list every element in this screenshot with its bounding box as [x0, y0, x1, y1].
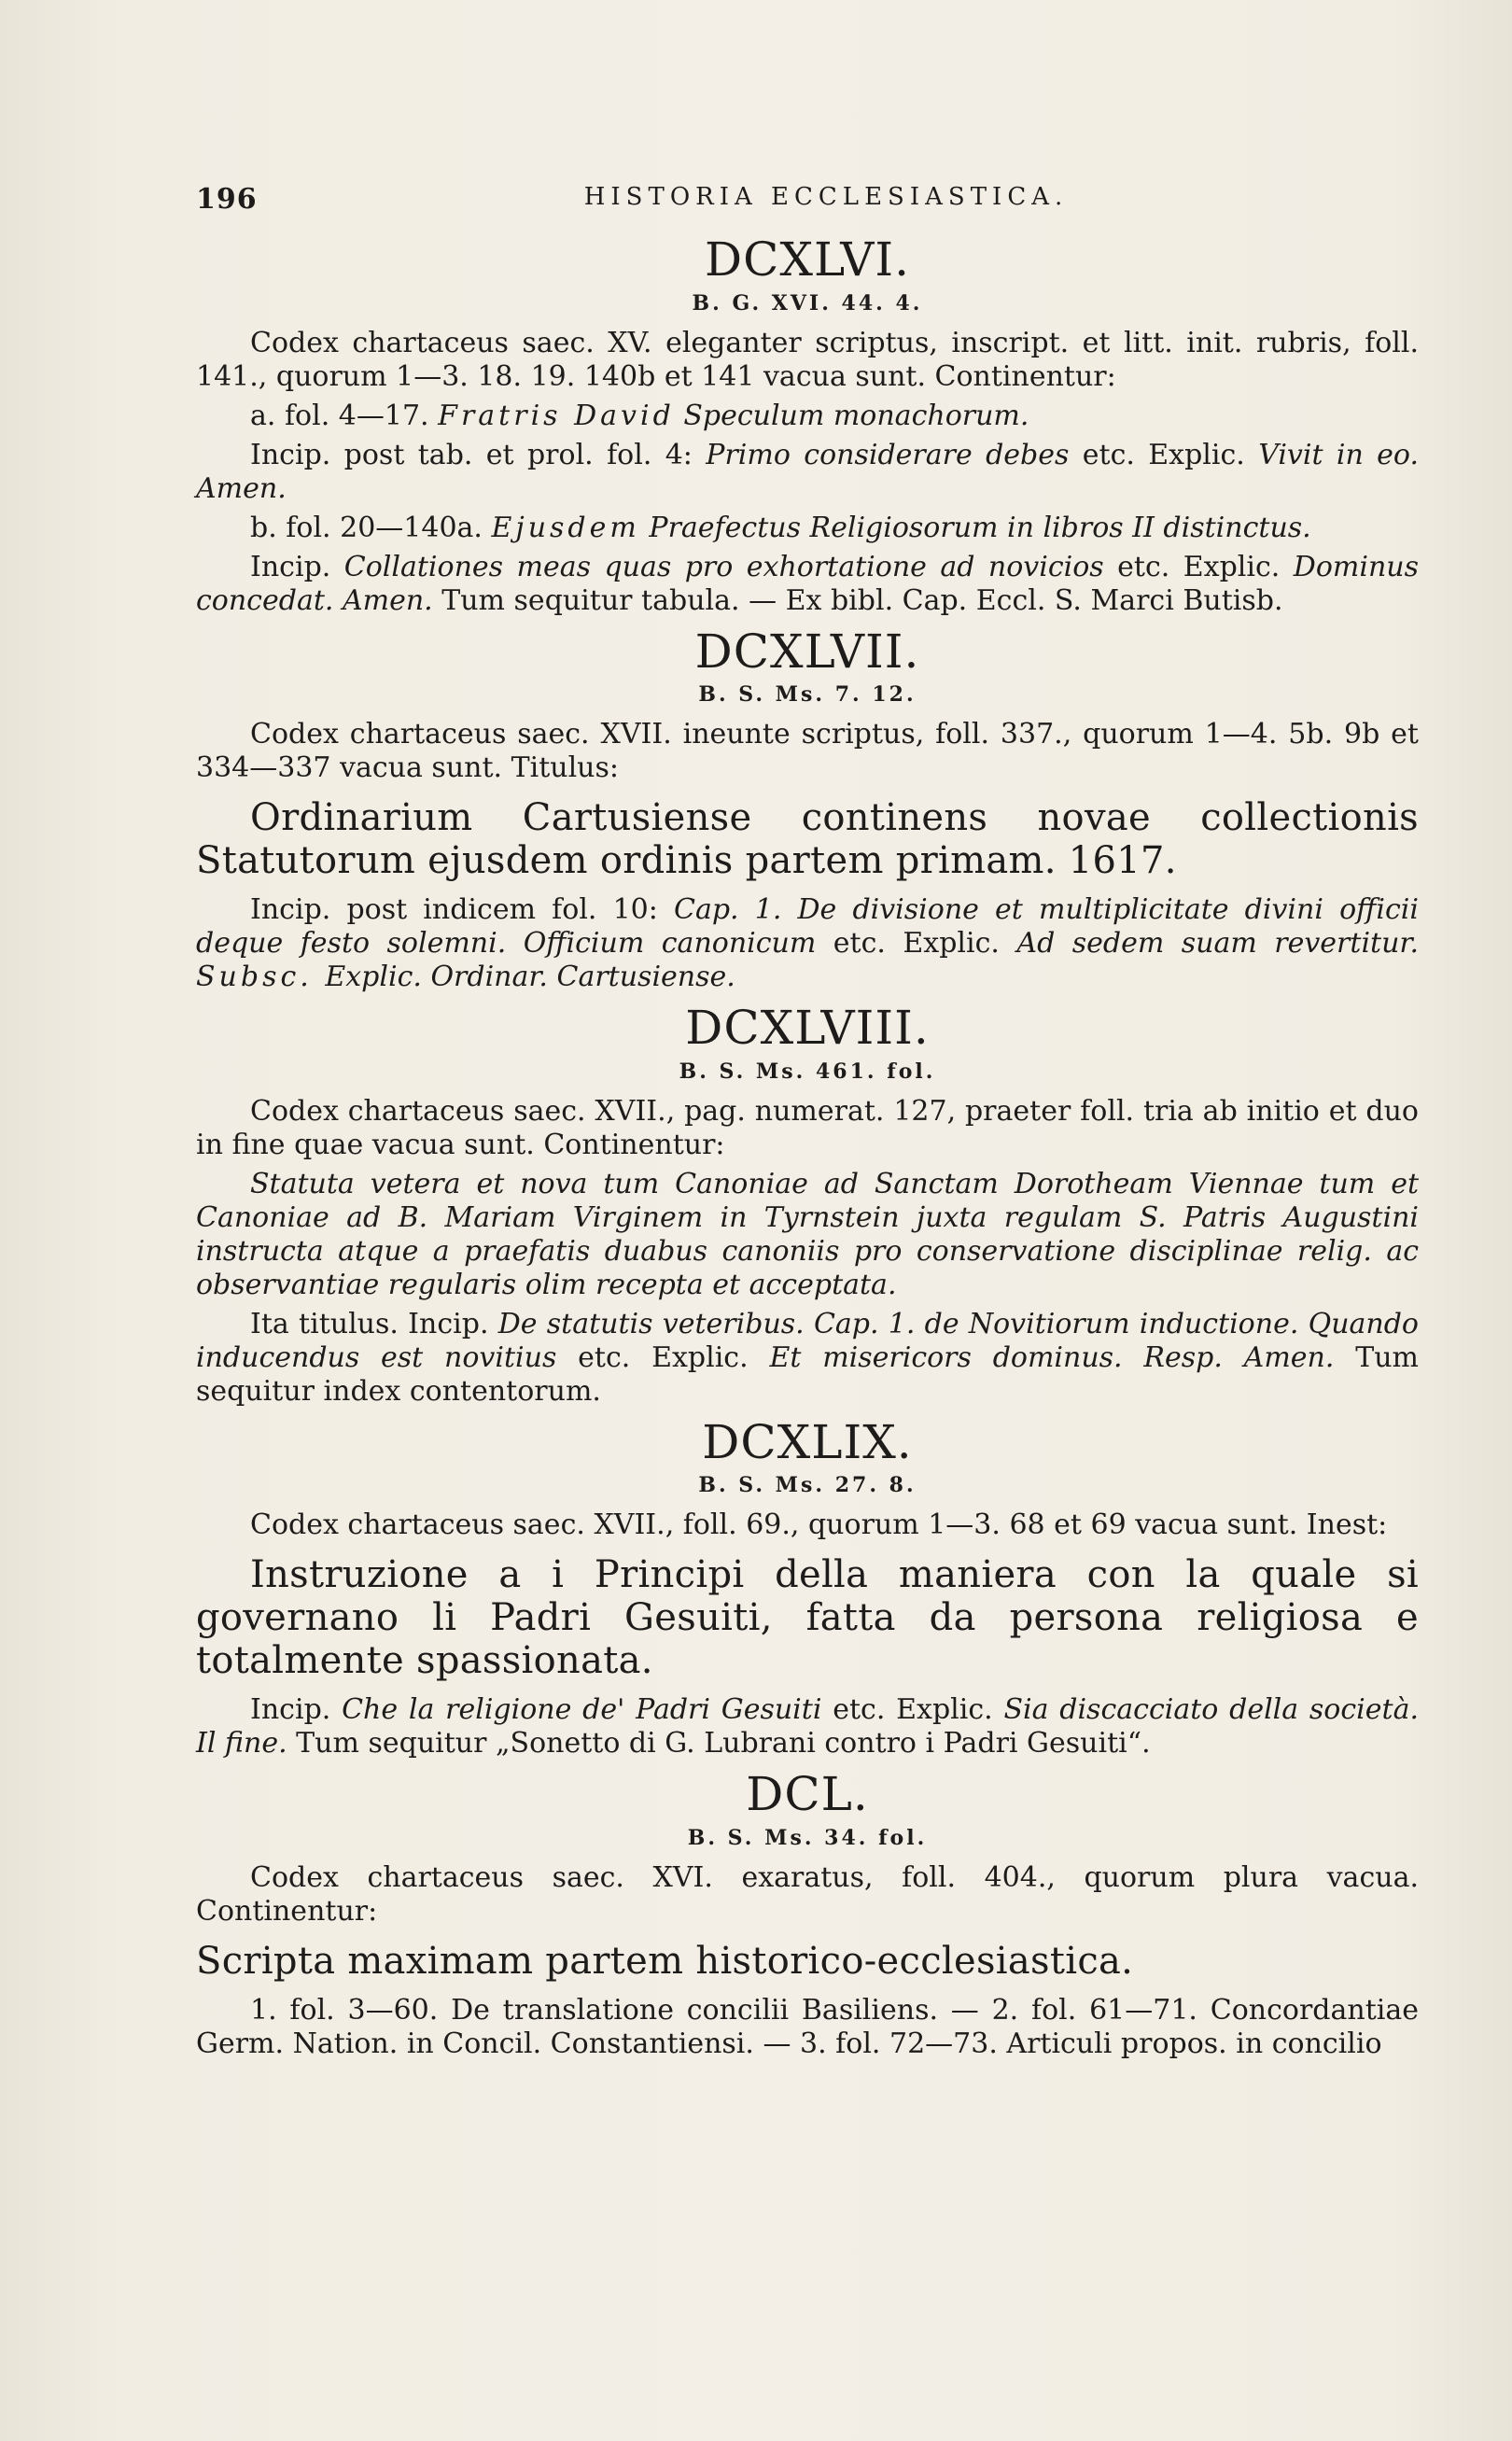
page-content	[196, 183, 1419, 2067]
entry-shelfmark: B. S. Ms. 7. 12.	[698, 682, 917, 707]
catalog-entry	[196, 233, 1419, 618]
entry-numeral: DCL.	[746, 1767, 869, 1821]
entry-shelfmark: B. G. XVI. 44. 4.	[692, 290, 923, 316]
entry-numeral: DCXLVII.	[694, 624, 920, 679]
entry-shelfmark: B. S. Ms. 34. fol.	[687, 1825, 928, 1850]
work-title: Ordinarium Cartusiense continens novae collectionis Statutorum ejusdem ordinis partem primam. 1617.	[196, 796, 1419, 882]
entry-numeral: DCXLIX.	[702, 1414, 913, 1469]
item-b: b. fol. 20—140a. Ejusdem Praefectus Religiosorum in libros II distinctus.	[250, 511, 1311, 544]
entry-description: Codex chartaceus saec. XV. eleganter scriptus, inscript. et litt. init. rubris, foll. 141., quorum 1—3. 18. 19. 140b et 141 vacua sunt. Continentur:	[196, 326, 1419, 393]
entry-shelfmark: B. S. Ms. 461. fol.	[679, 1059, 936, 1084]
entry-description: Codex chartaceus saec. XVII. ineunte scriptus, foll. 337., quorum 1—4. 5b. 9b et 334—337 vacua sunt. Titulus:	[196, 718, 1419, 784]
entry-description: Codex chartaceus saec. XVII., pag. numerat. 127, praeter foll. tria ab initio et duo in fine quae vacua sunt. Continentur:	[196, 1094, 1419, 1161]
catalog-entry	[196, 1416, 1419, 1761]
running-title: HISTORIA ECCLESIASTICA.	[583, 183, 1069, 211]
running-head	[196, 183, 1419, 226]
catalog-entry	[196, 625, 1419, 995]
entry-incipit: Ita titulus. Incip. De statutis veteribus. Cap. 1. de Novitiorum inductione. Quando inducendus est novitius etc. Explic. Et misericors dominus. Resp. Amen. Tum sequitur index contentorum.	[196, 1307, 1419, 1408]
item-b-incipit: Incip. Collationes meas quas pro exhortatione ad novicios etc. Explic. Dominus concedat. Amen. Tum sequitur tabula. — Ex bibl. Cap. Eccl. S. Marci Butisb.	[196, 550, 1419, 617]
entry-description: Codex chartaceus saec. XVII., foll. 69., quorum 1—3. 68 et 69 vacua sunt. Inest:	[250, 1508, 1388, 1541]
entry-incipit: Incip. Che la religione de' Padri Gesuiti etc. Explic. Sia discacciato della società. Il fine. Tum sequitur „Sonetto di G. Lubrani contro i Padri Gesuiti“.	[196, 1693, 1419, 1760]
item-a-incipit: Incip. post tab. et prol. fol. 4: Primo considerare debes etc. Explic. Vivit in eo. Amen.	[196, 438, 1419, 505]
entry-incipit: Incip. post indicem fol. 10: Cap. 1. De divisione et multiplicitate divini officii deque festo solemni. Officium canonicum etc. Explic. Ad sedem suam revertitur. Subsc. Explic. Ordinar. Cartusiense.	[196, 893, 1420, 993]
catalog-entry	[196, 1002, 1419, 1409]
work-title: Instruzione a i Principi della maniera con la quale si governano li Padri Gesuiti, fatta da persona religiosa e totalmente spassionata.	[196, 1553, 1419, 1682]
entry-contents: 1. fol. 3—60. De translatione concilii Basiliens. — 2. fol. 61—71. Concordantiae Germ. Nation. in Concil. Constantiensi. — 3. fol. 72—73. Articuli propos. in concilio	[196, 1993, 1419, 2060]
entry-numeral: DCXLVI.	[705, 232, 910, 287]
item-a: a. fol. 4—17. Fratris David Speculum monachorum.	[250, 399, 1029, 432]
entry-description: Codex chartaceus saec. XVI. exaratus, foll. 404., quorum plura vacua. Continentur:	[196, 1860, 1419, 1928]
catalog-entry	[196, 1768, 1419, 2061]
entry-shelfmark: B. S. Ms. 27. 8.	[698, 1473, 917, 1497]
entry-numeral: DCXLVIII.	[685, 1001, 930, 1055]
page-number: 196	[196, 183, 258, 216]
work-title: Statuta vetera et nova tum Canoniae ad Sanctam Dorotheam Viennae tum et Canoniae ad B. Mariam Virginem in Tyrnstein juxta regulam S. Patris Augustini instructa atque a praefatis duabus canoniis pro conservatione disciplinae relig. ac observantiae regularis olim recepta et acceptata.	[196, 1167, 1419, 1301]
work-title: Scripta maximam partem historico-ecclesiastica.	[196, 1939, 1134, 1983]
